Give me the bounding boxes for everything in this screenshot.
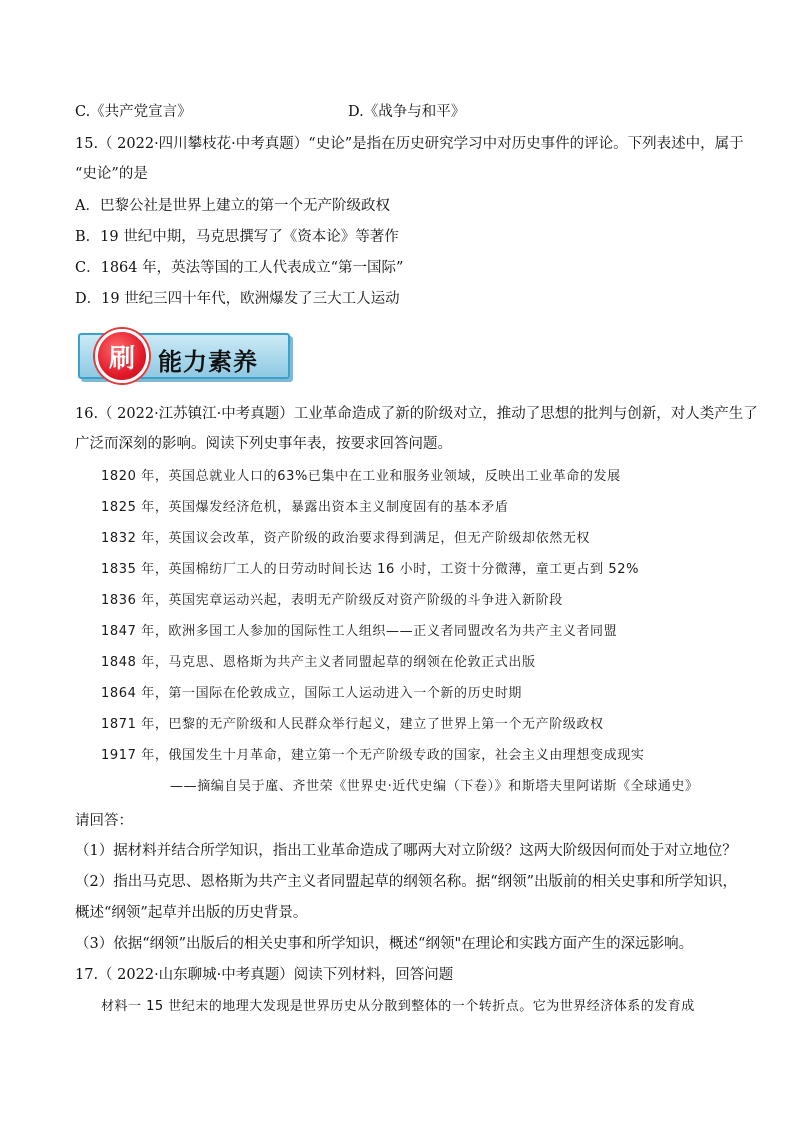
q16-sub2-line2: 概述“纲领”起草并出版的历史背景。 xyxy=(75,905,308,921)
q17-stem: 17.（ 2022·山东聊城·中考真题）阅读下列材料，回答问题 xyxy=(75,967,454,983)
section-badge-icon: 刷 xyxy=(95,329,149,383)
timeline-item: 1836 年，英国宪章运动兴起，表明无产阶级反对资产阶级的斗争进入新阶段 xyxy=(101,593,563,608)
q17-material1: 材料一 15 世纪末的地理大发现是世界历史从分散到整体的一个转折点。它为世界经济体系的发育成 xyxy=(101,999,695,1014)
timeline-item: 1832 年，英国议会改革，资产阶级的政治要求得到满足，但无产阶级却依然无权 xyxy=(101,531,591,546)
q14-option-d: D.《战争与和平》 xyxy=(348,104,466,120)
timeline-source: ——摘编自吴于廑、齐世荣《世界史·近代史编（下卷）》和斯塔夫里阿诺斯《全球通史》 xyxy=(170,779,699,794)
timeline-item: 1835 年，英国棉纺厂工人的日劳动时间长达 16 小时，工资十分微薄，童工更占到 52% xyxy=(101,562,640,577)
q14-option-c: C.《共产党宣言》 xyxy=(75,104,192,120)
timeline-item: 1848 年，马克思、恩格斯为共产主义者同盟起草的纲领在伦敦正式出版 xyxy=(101,655,536,670)
q16-answer-prompt: 请回答： xyxy=(75,813,133,829)
q15-stem-line2: “史论”的是 xyxy=(75,166,148,182)
q16-sub3: （3）依据“纲领”出版后的相关史事和所学知识，概述“纲领"在理论和实践方面产生的深远影响。 xyxy=(75,936,694,952)
timeline-item: 1825 年，英国爆发经济危机，暴露出资本主义制度固有的基本矛盾 xyxy=(101,500,509,515)
q16-sub1: （1）据材料并结合所学知识，指出工业革命造成了哪两大对立阶级？这两大阶级因何而处于对立地位？ xyxy=(75,843,737,859)
q16-stem-line1: 16.（ 2022·江苏镇江·中考真题）工业革命造成了新的阶级对立，推动了思想的批判与创新，对人类产生了 xyxy=(75,406,758,422)
timeline-item: 1871 年，巴黎的无产阶级和人民群众举行起义，建立了世界上第一个无产阶级政权 xyxy=(101,717,604,732)
q15-option-b: B．19 世纪中期，马克思撰写了《资本论》等著作 xyxy=(75,229,399,245)
q15-option-c: C．1864 年，英法等国的工人代表成立“第一国际” xyxy=(75,260,404,276)
timeline-item: 1917 年，俄国发生十月革命，建立第一个无产阶级专政的国家，社会主义由理想变成现实 xyxy=(101,748,645,763)
q15-stem-line1: 15.（ 2022·四川攀枝花·中考真题）“史论”是指在历史研究学习中对历史事件的评论。下列表述中，属于 xyxy=(75,136,744,152)
q16-stem-line2: 广泛而深刻的影响。阅读下列史事年表，按要求回答问题。 xyxy=(75,436,452,452)
timeline-item: 1864 年，第一国际在伦敦成立，国际工人运动进入一个新的历史时期 xyxy=(101,686,523,701)
timeline-item: 1847 年，欧洲多国工人参加的国际性工人组织——正义者同盟改名为共产主义者同盟 xyxy=(101,624,618,639)
q15-option-a: A．巴黎公社是世界上建立的第一个无产阶级政权 xyxy=(75,198,390,214)
section-banner xyxy=(78,327,292,385)
timeline-item: 1820 年，英国总就业人口的63%已集中在工业和服务业领域，反映出工业革命的发展 xyxy=(101,469,621,484)
q16-sub2-line1: （2）指出马克思、恩格斯为共产主义者同盟起草的纲领名称。据“纲领”出版前的相关史事和所学知识， xyxy=(75,874,738,890)
section-title: 能力素养 xyxy=(158,348,258,376)
q15-option-d: D．19 世纪三四十年代，欧洲爆发了三大工人运动 xyxy=(75,291,400,307)
